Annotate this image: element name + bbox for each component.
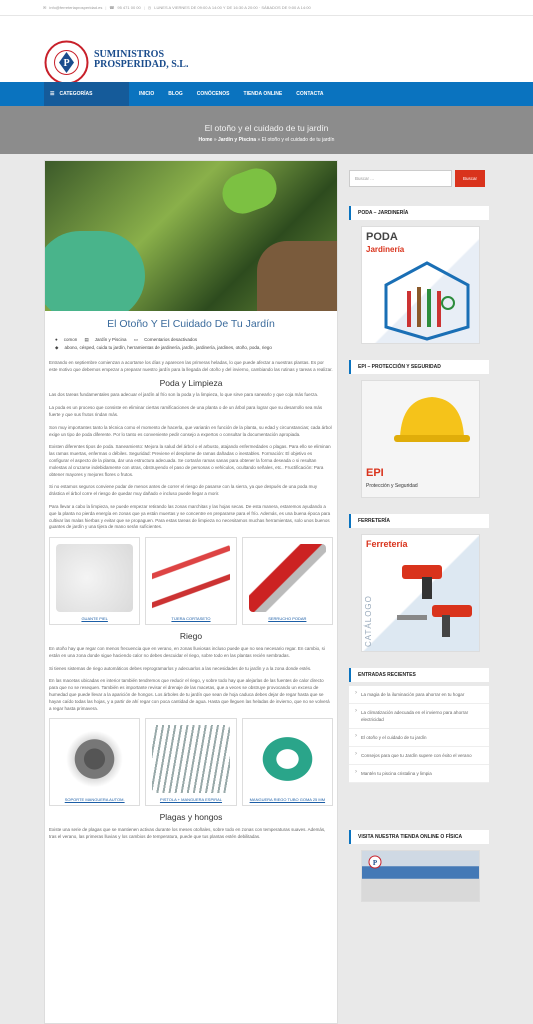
email-icon: ✉ <box>43 5 47 10</box>
nav-item-inicio[interactable]: INICIO <box>139 91 155 97</box>
breadcrumb-current: El otoño y el cuidado de tu jardín <box>261 137 335 143</box>
author-icon: ● <box>55 337 58 342</box>
svg-text:P: P <box>372 859 378 867</box>
separator: | <box>105 5 107 10</box>
product-link[interactable]: MANGUERA RIEGO TUBO GOMA 25 MM <box>249 797 326 803</box>
product-image <box>56 725 133 793</box>
phone-icon: ☎ <box>109 5 115 10</box>
product-link[interactable]: SOPORTE MANGUERA AUTOM. <box>64 797 125 803</box>
product-card[interactable] <box>49 718 140 806</box>
helmet-icon <box>392 389 472 449</box>
brand-name[interactable] <box>94 50 188 70</box>
search-input[interactable]: Buscar ... <box>349 170 452 187</box>
product-image <box>249 725 326 793</box>
post-tags[interactable]: abono, césped, cuida tu jardín, herramientas de jardinería, jardín, jardinería, jardines, otoño, poda, riego <box>64 345 272 350</box>
product-link[interactable]: TIJERA CORTASETO <box>171 616 211 622</box>
nav-item-contacta[interactable]: CONTACTA <box>296 91 324 97</box>
paragraph: Para llevar a cabo la limpieza, se puede empezar retirando las zonas marchitas y las hojas secas. De esta manera, estaremos ayudando a que la planta no pierda energía en zonas que ya están muertas y se concentre en prepararse para el frío. Además, es una buena época para cultivar las malas hierbas y evitar que se propaguen. Para estas tareas de limpieza no necesitamos muchas herramientas, solo unos buenos guantes de jardín y una tijera de mano serán suficientes. <box>49 503 331 530</box>
paragraph: En las macetas ubicadas en interior también tendremos que reducir el riego, y sobre todo hay que alejarlas de las fuentes de calor directo para que no se resequen. También es importante revisar el drenaje de las macetas, que a veces se obstruye provocando un exceso de humedad que puede llevar a la aparición de hongos. Los árboles de tu jardín que sean de hoja caduca debes dejar de regar hasta que se hayan caído todas las hojas, y a partir de ahí regar con poca cantidad de agua. Hasta que lleguen las heladas de invierno, que no se volverá a regar hasta primavera. <box>49 678 330 711</box>
brand-line-1: SUMINISTROS <box>94 49 165 60</box>
separator: | <box>143 5 145 10</box>
comment-icon: ▭ <box>133 337 139 342</box>
top-bar <box>0 0 533 16</box>
post-content <box>45 352 337 841</box>
epi-banner[interactable] <box>361 380 480 498</box>
paragraph: Las dos tareas fundamentales para adecuar el jardín al frío son la poda y la limpieza, lo que sirve para sanearlo y que coja más fuerza. <box>49 392 319 398</box>
folder-icon: ▤ <box>84 337 89 342</box>
widget-title-recent: ENTRADAS RECIENTES <box>349 668 489 682</box>
post-author[interactable]: comon <box>63 337 78 342</box>
product-link[interactable]: GUANTE PIEL <box>81 616 108 622</box>
product-link[interactable]: PISTOLA + MANGUERA ESPIRAL <box>159 797 223 803</box>
recent-posts-widget <box>349 686 489 783</box>
recent-post-link[interactable]: › Mantén tu piscina cristalina y limpia <box>349 765 489 783</box>
email-text[interactable]: info@ferreteriaprosperidad.es <box>49 5 103 10</box>
recent-posts-list <box>349 686 489 783</box>
banner-heading: EPI <box>366 467 384 479</box>
store-logo-icon <box>368 855 382 869</box>
product-card[interactable] <box>242 537 333 625</box>
pot-shape <box>257 241 337 311</box>
recent-post-link[interactable]: › La climatización adecuada en el invierno para ahorrar electricidad <box>349 704 489 729</box>
search-button[interactable]: Buscar <box>455 170 485 187</box>
widget-title-ferreteria: FERRETERÍA <box>349 514 489 528</box>
product-card[interactable] <box>145 718 236 806</box>
paragraph: Son muy importantes tanto la técnica como el momento de hacerla, que variarán en función de la planta, su edad y circunstancias; cada árbol exige un tipo de poda diferente. Por lo tanto es conveniente pedir consejo a expertos o consultar la documentación apropiada. <box>49 424 332 437</box>
clock-icon: ◷ <box>147 5 152 10</box>
header <box>0 16 533 82</box>
company-logo-icon[interactable] <box>44 40 89 85</box>
page-title: El otoño y el cuidado de tu jardín <box>204 123 329 133</box>
paragraph: En otoño hay que regar con menos frecuencia que en verano, en zonas lluviosas incluso puede que no sea necesario regar. En cambio, si están en una zona donde sigue haciendo calor no debes descuidar el riego, sobre todo en las plantas recién sembradas. <box>49 645 325 658</box>
section-heading-plagas: Plagas y hongos <box>159 812 223 823</box>
store-photo[interactable] <box>361 850 480 902</box>
nav-item-blog[interactable]: BLOG <box>168 91 183 97</box>
product-card[interactable] <box>242 718 333 806</box>
banner-heading: PODA <box>366 231 398 243</box>
page-banner <box>0 106 533 154</box>
widget-title-epi: EPI – PROTECCIÓN Y SEGURIDAD <box>349 360 489 374</box>
hero-image <box>45 161 337 311</box>
categories-label: CATEGORÍAS <box>59 91 93 97</box>
post-article <box>44 160 338 1024</box>
product-image <box>249 544 326 612</box>
recent-post-link[interactable]: › El otoño y el cuidado de tu jardín <box>349 729 489 747</box>
phone-text[interactable]: 95 471 00 00 <box>117 5 141 10</box>
poda-banner[interactable] <box>361 226 480 344</box>
paragraph: Entrando en septiembre comienzan a acortarse los días y aparecen las primeras heladas, lo que puede afectar a nuestras plantas. Es por este motivo que debemos empezar a preparar nuestro jardín para la llegada del otoño y del invierno, cambiando las rutinas y tareas a realizar. <box>49 360 333 372</box>
hours-text: LUNES A VIERNES DE 09:00 A 14:00 Y DE 16:30 A 20:00 · SÁBADOS DE 9:00 A 14:00 <box>154 5 311 10</box>
ferreteria-banner[interactable] <box>361 534 480 652</box>
categories-menu[interactable] <box>44 82 129 106</box>
menu-icon: ☰ <box>50 91 55 97</box>
svg-text:P: P <box>63 58 70 69</box>
banner-heading: Ferretería <box>366 539 408 549</box>
banner-vertical-text: CATÁLOGO <box>364 595 373 647</box>
recent-post-link[interactable]: › La magia de la iluminación para ahorrar en tu hogar <box>349 686 489 704</box>
product-row <box>49 537 333 625</box>
nav-item-conocenos[interactable]: CONÓCENOS <box>196 91 230 97</box>
product-image <box>152 725 229 793</box>
hardware-tools-icon <box>392 555 477 645</box>
banner-subheading: Protección y Seguridad <box>366 483 418 489</box>
breadcrumb-home[interactable]: Home <box>198 137 213 143</box>
tag-icon: ◆ <box>55 345 59 350</box>
banner-subheading: Jardinería <box>366 245 405 254</box>
post-meta <box>45 336 337 352</box>
paragraph: Si tienes sistemas de riego automáticos debes reprogramarlos y adecuarlos a las necesidades de tu jardín y a la zona donde estés. <box>49 665 312 671</box>
product-card[interactable] <box>145 537 236 625</box>
widget-title-poda: PODA – JARDINERÍA <box>349 206 489 220</box>
paragraph: La poda es un proceso que consiste en eliminar ciertas ramificaciones de una planta o de un árbol para lograr que su desarrollo sea más fuerte y que sus frutos rindan más. <box>49 405 323 417</box>
recent-post-link[interactable]: › Consejos para que tu Jardín supere con éxito el verano <box>349 747 489 765</box>
paragraph: Existe una serie de plagas que se mantienen activas durante los meses otoñales, sobre todo en zonas con temperaturas suaves. Además, tras el verano, las primeras lluvias y los cambios de temperatura, puede que tus plantas estén debilitadas. <box>49 827 326 839</box>
product-link[interactable]: SERRUCHO PODAR <box>268 616 307 622</box>
post-title: El Otoño Y El Cuidado De Tu Jardín <box>107 318 275 330</box>
product-image <box>56 544 133 612</box>
post-category[interactable]: Jardín y Piscina <box>94 337 127 342</box>
breadcrumb: Home » Jardín y Piscina » El otoño y el cuidado de tu jardín <box>198 137 335 143</box>
glove-shape <box>217 163 282 219</box>
watering-can-shape <box>45 231 145 311</box>
widget-title-store: VISITA NUESTRA TIENDA ONLINE O FÍSICA <box>349 830 489 844</box>
nav-item-tienda-online[interactable]: TIENDA ONLINE <box>243 91 283 97</box>
brand-line-2: PROSPERIDAD, S.L. <box>94 59 189 70</box>
paragraph: Existen diferentes tipos de poda. Saneamiento: Mejora la salud del árbol o el arbusto, atajando enfermedades o plagas. Para ello se eliminan las ramas muertas, enfermas o débiles. Seguridad: Previene el desplome de ramas dañadas o inestables. Formación: El objetivo es configurar el aspecto de la planta, dar una estructura adecuada. Se cortarán ramas sanas para obtener la forma deseada o si resultan molestas al cruzarse indebidamente con otras, obstruyendo el paso de personas o vehículos, ocultando señales, etc.. Fructificación: Para obtener mayores y mejores flores o frutos. <box>49 444 331 477</box>
main-nav <box>0 82 533 106</box>
product-card[interactable] <box>49 537 140 625</box>
product-image <box>152 544 229 612</box>
product-row <box>49 718 333 806</box>
section-heading-riego: Riego <box>179 631 203 642</box>
section-heading-poda: Poda y Limpieza <box>159 377 223 388</box>
garden-tools-icon <box>382 261 472 341</box>
breadcrumb-category[interactable]: Jardín y Piscina <box>218 137 257 143</box>
post-comments: Comentarios desactivados <box>144 337 198 342</box>
paragraph: Si no estamos seguros conviene podar de menos antes de correr el riesgo de pasarse con la sierra, ya que después de una poda muy drástica el árbol corre el riesgo de quedar muy dañado e incluso puede llegar a morir. <box>49 484 318 497</box>
